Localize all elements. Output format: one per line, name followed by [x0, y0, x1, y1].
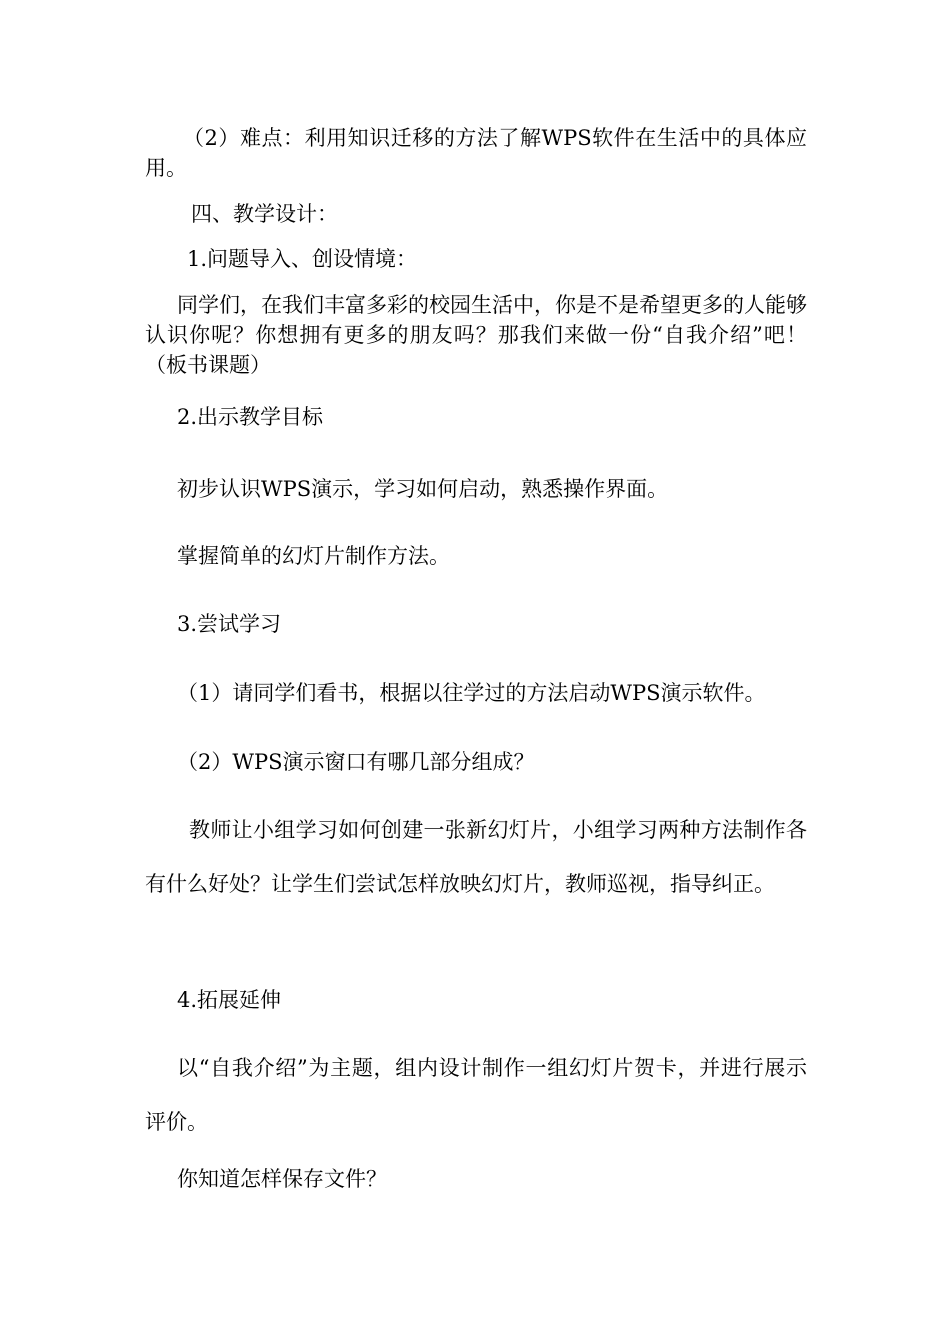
paragraph-save-question: 你知道怎样保存文件？ [177, 1167, 387, 1191]
paragraph-difficulty: （2）难点：利用知识迁移的方法了解WPS软件在生活中的具体应用。 [145, 126, 807, 180]
subheading-try-learning: 3.尝试学习 [177, 612, 282, 636]
paragraph-goal-1: 初步认识WPS演示，学习如何启动，熟悉操作界面。 [177, 477, 669, 501]
section-heading-teaching-design: 四、教学设计： [191, 202, 338, 226]
subheading-teaching-goals: 2.出示教学目标 [177, 405, 324, 429]
paragraph-step-1: （1）请同学们看书，根据以往学过的方法启动WPS演示软件。 [177, 681, 766, 705]
subheading-question-intro: 1.问题导入、创设情境： [187, 247, 418, 271]
paragraph-group-learning: 教师让小组学习如何创建一张新幻灯片，小组学习两种方法制作各有什么好处？让学生们尝试怎样放映幻灯片，教师巡视，指导纠正。 [145, 818, 807, 896]
subheading-extension: 4.拓展延伸 [177, 988, 282, 1012]
paragraph-extension-task: 以“自我介绍”为主题，组内设计制作一组幻灯片贺卡，并进行展示评价。 [145, 1056, 807, 1134]
paragraph-intro-text: 同学们，在我们丰富多彩的校园生活中，你是不是希望更多的人能够认识你呢？你想拥有更多的朋友吗？那我们来做一份“自我介绍”吧！（板书课题） [145, 293, 807, 377]
paragraph-step-2: （2）WPS演示窗口有哪几部分组成？ [177, 750, 535, 774]
paragraph-goal-2: 掌握简单的幻灯片制作方法。 [177, 544, 450, 568]
